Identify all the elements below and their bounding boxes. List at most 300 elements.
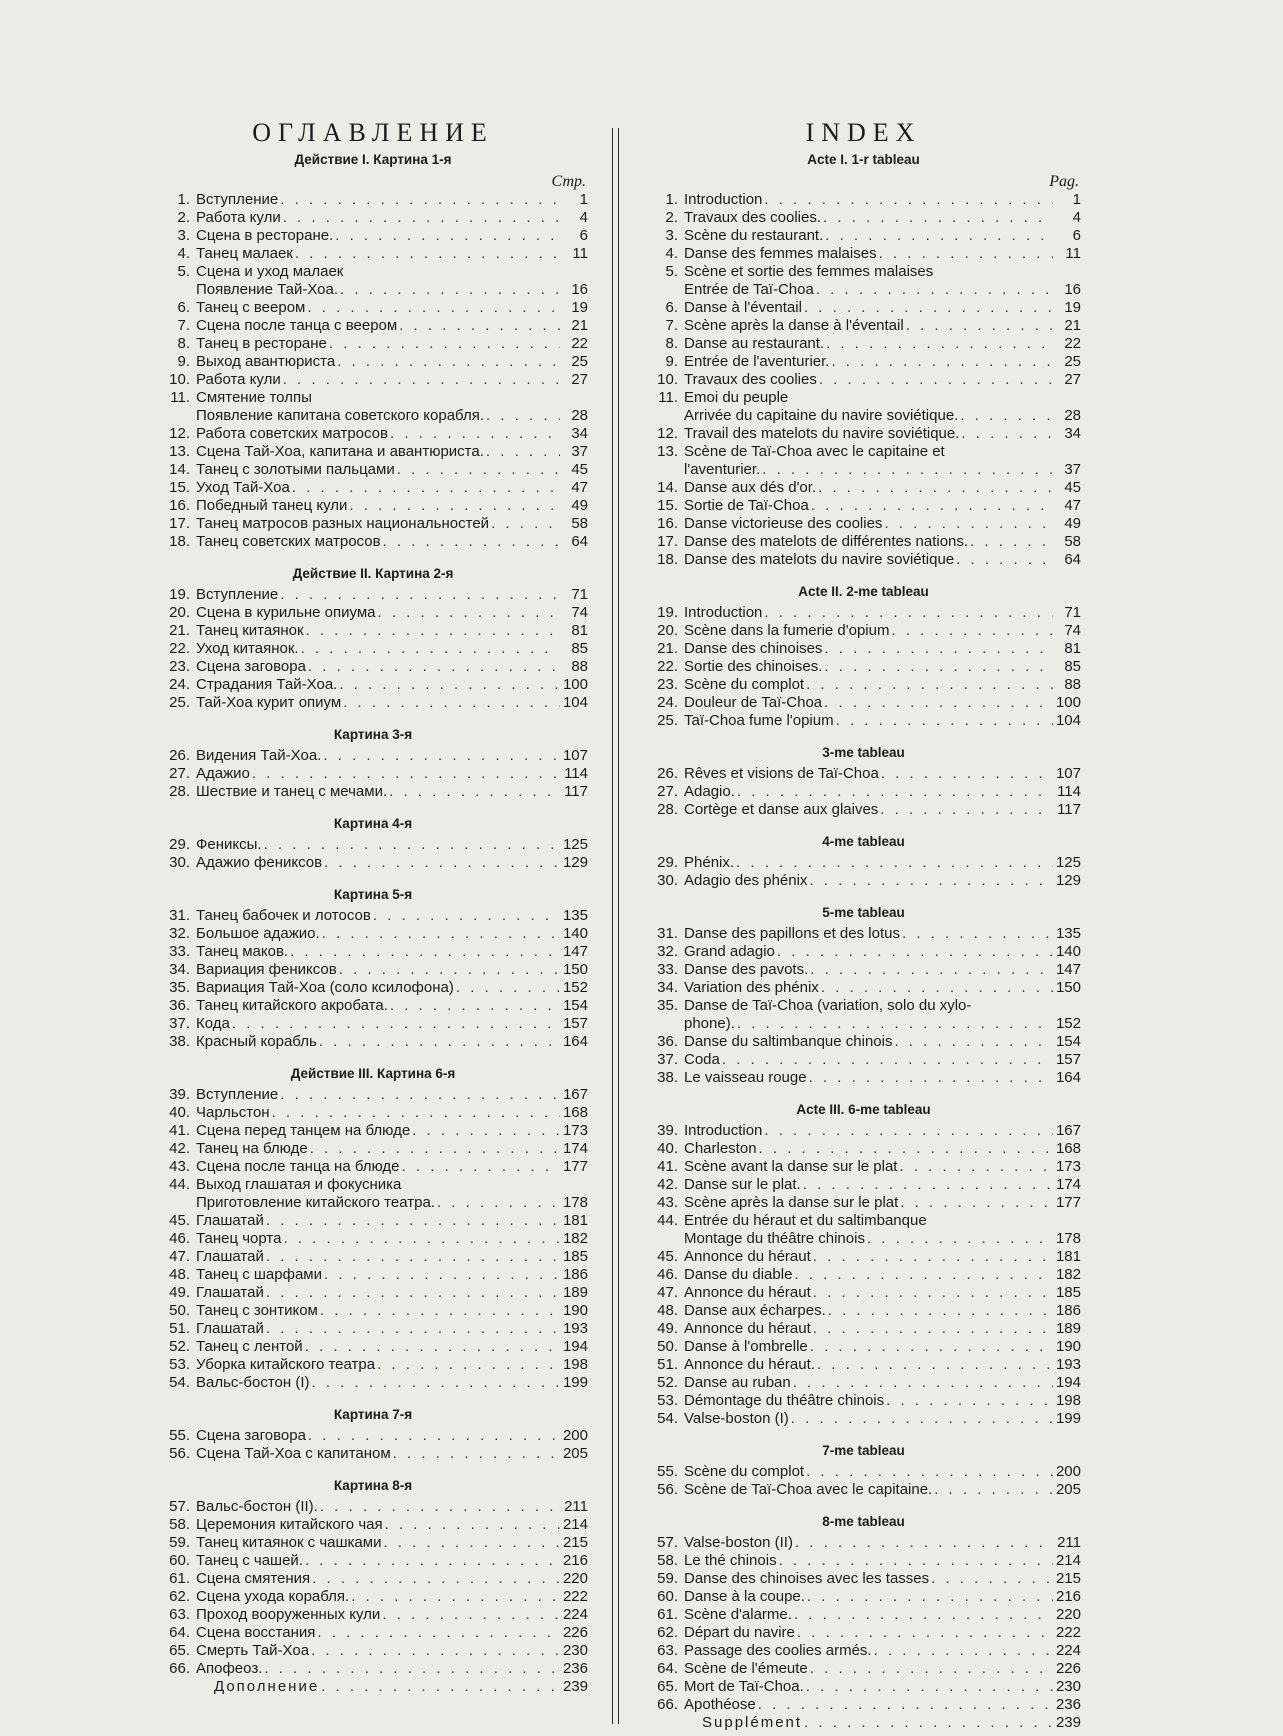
section-heading: 8-me tableau [822, 1514, 905, 1529]
entry-number: 3. [177, 227, 190, 244]
entry-title: Танец в ресторане [196, 335, 327, 352]
contents-entry [646, 1410, 1081, 1428]
entry-number: 64. [169, 1624, 190, 1641]
contents-entry [646, 925, 1081, 943]
contents-entry [646, 1356, 1081, 1374]
dot-leader [813, 1320, 1053, 1338]
entry-title: Адажио [196, 765, 250, 782]
dot-leader [824, 658, 1053, 676]
entry-page: 1 [579, 191, 588, 208]
contents-entry [646, 263, 1081, 281]
entry-title: Danse des matelots de différentes nations. [684, 533, 969, 550]
entry-page: 154 [1055, 1033, 1081, 1050]
entry-number: 1. [177, 191, 190, 208]
entry-number: 32. [169, 925, 190, 942]
entry-number: 48. [657, 1302, 678, 1319]
dot-leader [324, 854, 560, 872]
dot-leader [764, 191, 1053, 209]
dot-leader [323, 747, 560, 765]
entry-title: Сцена заговора [196, 1427, 306, 1444]
contents-entry [646, 1338, 1081, 1356]
entry-title: Charleston [684, 1140, 757, 1157]
entry-title: Danse sur le plat. [684, 1176, 801, 1193]
contents-entry [646, 1552, 1081, 1570]
dot-leader [824, 694, 1053, 712]
entry-title: Danse du saltimbanque chinois [684, 1033, 893, 1050]
entry-title: Страдания Тай-Хоа. [196, 676, 338, 693]
entry-number: 25. [169, 694, 190, 711]
entry-title: Danse à l'ombrelle [684, 1338, 808, 1355]
entry-page: 117 [564, 783, 588, 800]
contents-entry [646, 854, 1081, 872]
contents-entry [158, 209, 588, 227]
entry-title: Апофеоз. [196, 1660, 263, 1677]
entry-title: Adagio. [684, 783, 735, 800]
entry-title: Видения Тай-Хоа. [196, 747, 322, 764]
entry-page: 71 [1064, 604, 1081, 621]
section-spacer [646, 819, 1081, 830]
dot-leader [290, 943, 560, 961]
entry-number: 34. [657, 979, 678, 996]
entry-number: 57. [657, 1534, 678, 1551]
contents-entry [646, 1122, 1081, 1140]
entry-page: 45 [571, 461, 588, 478]
contents-entry [646, 479, 1081, 497]
entry-number: 33. [657, 961, 678, 978]
contents-entry [158, 1374, 588, 1392]
section-heading: Картина 7-я [333, 1407, 413, 1422]
dot-leader [337, 353, 560, 371]
entry-page: 16 [1064, 281, 1081, 298]
entry-title: Sortie des chinoises. [684, 658, 823, 675]
french-index-list [646, 151, 1081, 1732]
entry-title: Danse à l'éventail [684, 299, 802, 316]
supplement-entry [646, 1714, 1081, 1732]
french-index-column [646, 118, 1081, 1732]
contents-entry [646, 371, 1081, 389]
dot-leader [813, 1248, 1053, 1266]
entry-page: 129 [1055, 872, 1081, 889]
dot-leader [311, 1642, 560, 1660]
dot-leader [764, 1122, 1053, 1140]
dot-leader [880, 801, 1053, 819]
dot-leader [266, 1284, 560, 1302]
entry-title: Arrivée du capitaine du navire soviétique. [684, 407, 959, 424]
entry-title: Танец бабочек и лотосов [196, 907, 371, 924]
entry-page: 181 [562, 1212, 588, 1229]
entry-title: Scène après la danse sur le plat [684, 1194, 899, 1211]
entry-title: Уход Тай-Хоа [196, 479, 290, 496]
entry-number: 5. [665, 263, 678, 280]
entry-page: 100 [1055, 694, 1081, 711]
dot-leader [810, 1338, 1053, 1356]
entry-number: 36. [169, 997, 190, 1014]
entry-number: 51. [657, 1356, 678, 1373]
dot-leader [312, 1374, 561, 1392]
contents-entry [646, 1588, 1081, 1606]
entry-title: Кода [196, 1015, 230, 1032]
contents-entry [158, 1498, 588, 1516]
contents-entry [158, 1284, 588, 1302]
contents-entry [646, 1033, 1081, 1051]
entry-number: 40. [657, 1140, 678, 1157]
dot-leader [321, 1678, 560, 1696]
dot-leader [310, 1140, 560, 1158]
entry-number: 6. [177, 299, 190, 316]
entry-title: Scène du complot [684, 1463, 805, 1480]
entry-number: 4. [665, 245, 678, 262]
entry-number: 42. [169, 1140, 190, 1157]
contents-entry [158, 263, 588, 281]
entry-title: Introduction [684, 604, 763, 621]
entry-number: 57. [169, 1498, 190, 1515]
contents-entry [158, 1588, 588, 1606]
entry-page: 182 [1055, 1266, 1081, 1283]
entry-number: 43. [657, 1194, 678, 1211]
section-spacer [158, 1463, 588, 1474]
contents-entry [646, 1392, 1081, 1410]
entry-title: Démontage du théâtre chinois [684, 1392, 885, 1409]
entry-title: Вариация фениксов [196, 961, 337, 978]
entry-number: 53. [169, 1356, 190, 1373]
entry-title: Valse-boston (II) [684, 1534, 793, 1551]
entry-title: Сцена восстания [196, 1624, 316, 1641]
entry-title: Travail des matelots du navire soviétique. [684, 425, 960, 442]
section-heading: 5-me tableau [822, 905, 905, 920]
entry-number: 34. [169, 961, 190, 978]
dot-leader [322, 925, 560, 943]
entry-title: Travaux des coolies [684, 371, 817, 388]
entry-title: Сцена перед танцем на блюде [196, 1122, 411, 1139]
contents-entry [158, 836, 588, 854]
contents-entry [158, 1158, 588, 1176]
entry-page: 174 [562, 1140, 588, 1157]
entry-page: 64 [571, 533, 588, 550]
section-heading: Acte II. 2-me tableau [798, 584, 929, 599]
section-heading: 7-me tableau [822, 1443, 905, 1458]
contents-entry [158, 1086, 588, 1104]
entry-number: 12. [657, 425, 678, 442]
entry-title: Сцена в ресторане. [196, 227, 334, 244]
entry-title: Danse des matelots du navire soviétique [684, 551, 955, 568]
entry-title: Танец с веером [196, 299, 306, 316]
entry-page: 125 [562, 836, 588, 853]
entry-page: 16 [571, 281, 588, 298]
entry-title: Introduction [684, 191, 763, 208]
entry-title: Rêves et visions de Taï-Choa [684, 765, 879, 782]
entry-page: 71 [571, 586, 588, 603]
dot-leader [823, 209, 1053, 227]
contents-entry [646, 1284, 1081, 1302]
dot-leader [305, 1552, 560, 1570]
entry-title: Сцена ухода корабля. [196, 1588, 350, 1605]
dot-leader [280, 191, 560, 209]
entry-page: 85 [1064, 658, 1081, 675]
dot-leader [295, 245, 560, 263]
entry-number: 31. [657, 925, 678, 942]
contents-entry [158, 1230, 588, 1248]
entry-title: Entrée du héraut et du saltimbanque [684, 1212, 927, 1229]
entry-page: 200 [562, 1427, 588, 1444]
entry-page: 174 [1055, 1176, 1081, 1193]
entry-page: 129 [562, 854, 588, 871]
entry-number: 5. [177, 263, 190, 280]
entry-number: 35. [657, 997, 678, 1014]
dot-leader [390, 997, 560, 1015]
entry-title: Выход глашатая и фокусника [196, 1176, 402, 1193]
entry-page: 167 [1055, 1122, 1081, 1139]
contents-entry [646, 317, 1081, 335]
entry-title: Danse à la coupe. [684, 1588, 805, 1605]
contents-entry [646, 299, 1081, 317]
entry-number: 19. [169, 586, 190, 603]
entry-title: Coda [684, 1051, 720, 1068]
contents-entry [158, 640, 588, 658]
entry-number: 45. [169, 1212, 190, 1229]
dot-leader [385, 1516, 560, 1534]
entry-title: Танец чорта [196, 1230, 282, 1247]
entry-number: 6. [665, 299, 678, 316]
entry-page: 236 [562, 1660, 588, 1677]
entry-page: 205 [1055, 1481, 1081, 1498]
entry-page: 190 [562, 1302, 588, 1319]
contents-entry [646, 1230, 1081, 1248]
dot-leader [399, 317, 560, 335]
entry-page: 167 [562, 1086, 588, 1103]
entry-page: 189 [1055, 1320, 1081, 1337]
entry-page: 222 [1055, 1624, 1081, 1641]
entry-title: Scène et sortie des femmes malaises [684, 263, 934, 280]
entry-number: 25. [657, 712, 678, 729]
entry-title: Появление капитана советского корабля. [196, 407, 485, 424]
supplement-page: 239 [1055, 1714, 1081, 1731]
entry-page: 28 [1064, 407, 1081, 424]
entry-title: Adagio des phénix [684, 872, 808, 889]
entry-number: 47. [169, 1248, 190, 1265]
dot-leader [264, 836, 560, 854]
entry-number: 22. [169, 640, 190, 657]
entry-page: 193 [1055, 1356, 1081, 1373]
entry-page: 181 [1055, 1248, 1081, 1265]
dot-leader [393, 1445, 560, 1463]
entry-number: 17. [657, 533, 678, 550]
dot-leader [339, 961, 560, 979]
entry-page: 11 [1065, 245, 1081, 262]
entry-number: 58. [169, 1516, 190, 1533]
dot-leader [317, 1624, 560, 1642]
contents-entry [646, 997, 1081, 1015]
dot-leader [266, 1248, 560, 1266]
contents-entry [646, 1678, 1081, 1696]
contents-entry [158, 479, 588, 497]
contents-entry [646, 209, 1081, 227]
entry-page: 22 [571, 335, 588, 352]
entry-page: 182 [562, 1230, 588, 1247]
entry-page: 220 [1055, 1606, 1081, 1623]
entry-title: Сцена в курильне опиума [196, 604, 376, 621]
entry-number: 26. [657, 765, 678, 782]
dot-leader [305, 1338, 560, 1356]
entry-title: Танец китаянок [196, 622, 304, 639]
entry-title: Тай-Хоа курит опиум [196, 694, 342, 711]
entry-page: 4 [1072, 209, 1081, 226]
entry-title: Variation des phénix [684, 979, 819, 996]
entry-title: Danse des chinoises avec les tasses [684, 1570, 930, 1587]
dot-leader [817, 1356, 1053, 1374]
entry-page: 168 [1055, 1140, 1081, 1157]
entry-number: 19. [657, 604, 678, 621]
entry-page: 107 [1055, 765, 1081, 782]
entry-title: Sortie de Taï-Choa [684, 497, 809, 514]
entry-page: 211 [564, 1498, 588, 1515]
entry-number: 36. [657, 1033, 678, 1050]
entry-page: 186 [1055, 1302, 1081, 1319]
dot-leader [437, 1194, 560, 1212]
entry-page: 27 [571, 371, 588, 388]
entry-title: Глашатай [196, 1320, 264, 1337]
entry-page: 224 [562, 1606, 588, 1623]
entry-number: 18. [657, 551, 678, 568]
entry-page: 150 [1055, 979, 1081, 996]
entry-page: 230 [1055, 1678, 1081, 1695]
entry-page: 222 [562, 1588, 588, 1605]
entry-number: 63. [657, 1642, 678, 1659]
section-spacer [158, 872, 588, 883]
entry-page: 198 [562, 1356, 588, 1373]
entry-number: 23. [657, 676, 678, 693]
entry-page: 45 [1064, 479, 1081, 496]
dot-leader [283, 1230, 560, 1248]
entry-title: Уход китаянок. [196, 640, 299, 657]
entry-title: Глашатай [196, 1284, 264, 1301]
entry-title: Travaux des coolies. [684, 209, 822, 226]
contents-entry [158, 245, 588, 263]
entry-page: 49 [1064, 515, 1081, 532]
section-spacer [646, 730, 1081, 741]
entry-page: 100 [562, 676, 588, 693]
entry-page: 220 [562, 1570, 588, 1587]
section-heading: Acte I. 1-r tableau [807, 152, 920, 167]
dot-leader [831, 353, 1053, 371]
entry-page: 25 [1064, 353, 1081, 370]
contents-entry [646, 1606, 1081, 1624]
entry-page: 194 [562, 1338, 588, 1355]
entry-page: 186 [562, 1266, 588, 1283]
entry-title: Phénix. [684, 854, 735, 871]
entry-title: l'aventurier. [684, 461, 761, 478]
entry-title: Scène de Taï-Choa avec le capitaine. [684, 1481, 933, 1498]
dot-leader [266, 1320, 560, 1338]
contents-entry [158, 1248, 588, 1266]
entry-page: 11 [572, 245, 588, 262]
entry-page: 19 [1064, 299, 1081, 316]
dot-leader [343, 694, 560, 712]
entry-number: 23. [169, 658, 190, 675]
entry-title: Приготовление китайского театра. [196, 1194, 435, 1211]
entry-page: 157 [1055, 1051, 1081, 1068]
contents-entry [158, 515, 588, 533]
entry-title: Фениксы. [196, 836, 262, 853]
dot-leader [813, 1284, 1053, 1302]
dot-leader [319, 1033, 560, 1051]
contents-entry [646, 1696, 1081, 1714]
entry-title: Annonce du héraut. [684, 1356, 815, 1373]
entry-page: 34 [571, 425, 588, 442]
entry-number: 2. [665, 209, 678, 226]
supplement-entry [158, 1678, 588, 1696]
entry-number: 55. [169, 1427, 190, 1444]
entry-title: Танец с золотыми пальцами [196, 461, 395, 478]
entry-number: 60. [169, 1552, 190, 1569]
dot-leader [881, 765, 1053, 783]
entry-number: 27. [657, 783, 678, 800]
entry-number: 60. [657, 1588, 678, 1605]
supplement-page: 239 [562, 1678, 588, 1695]
section-heading: Действие I. Картина 1-я [294, 152, 452, 167]
entry-page: 140 [1055, 943, 1081, 960]
section-spacer [158, 551, 588, 562]
dot-leader [312, 1570, 560, 1588]
entry-page: 198 [1055, 1392, 1081, 1409]
entry-page: 37 [571, 443, 588, 460]
entry-title: Уборка китайского театра [196, 1356, 376, 1373]
dot-leader [232, 1015, 560, 1033]
entry-number: 24. [169, 676, 190, 693]
entry-number: 56. [169, 1445, 190, 1462]
entry-page: 19 [571, 299, 588, 316]
contents-entry [158, 854, 588, 872]
contents-entry [646, 533, 1081, 551]
dot-leader [934, 1481, 1053, 1499]
dot-leader [810, 1660, 1053, 1678]
entry-title: Entrée de l'aventurier. [684, 353, 830, 370]
contents-entry [646, 497, 1081, 515]
dot-leader [456, 979, 560, 997]
entry-number: 20. [657, 622, 678, 639]
entry-page: 34 [1064, 425, 1081, 442]
dot-leader [264, 1660, 560, 1678]
entry-page: 214 [1055, 1552, 1081, 1569]
entry-number: 45. [657, 1248, 678, 1265]
entry-page: 37 [1064, 461, 1081, 478]
contents-entry [158, 1266, 588, 1284]
entry-page: 224 [1055, 1642, 1081, 1659]
dot-leader [351, 1588, 560, 1606]
entry-number: 9. [177, 353, 190, 370]
entry-title: Danse de Taï-Choa (variation, solo du xylo- [684, 997, 972, 1014]
entry-title: Danse aux dés d'or. [684, 479, 817, 496]
contents-entry [158, 1033, 588, 1051]
entry-number: 7. [177, 317, 190, 334]
section-heading: 4-me tableau [822, 834, 905, 849]
dot-leader [810, 961, 1053, 979]
contents-entry [646, 389, 1081, 407]
contents-entry [158, 1660, 588, 1678]
entry-number: 20. [169, 604, 190, 621]
entry-title: Победный танец кули [196, 497, 348, 514]
entry-title: Выход авантюриста [196, 353, 336, 370]
dot-leader [292, 479, 560, 497]
entry-page: 150 [562, 961, 588, 978]
entry-page: 1 [1072, 191, 1081, 208]
entry-page: 147 [562, 943, 588, 960]
entry-title: Danse au restaurant. [684, 335, 825, 352]
contents-entry [646, 694, 1081, 712]
contents-entry [158, 1642, 588, 1660]
entry-page: 58 [1064, 533, 1081, 550]
entry-title: Смятение толпы [196, 389, 312, 406]
entry-title: Emoi du peuple [684, 389, 789, 406]
